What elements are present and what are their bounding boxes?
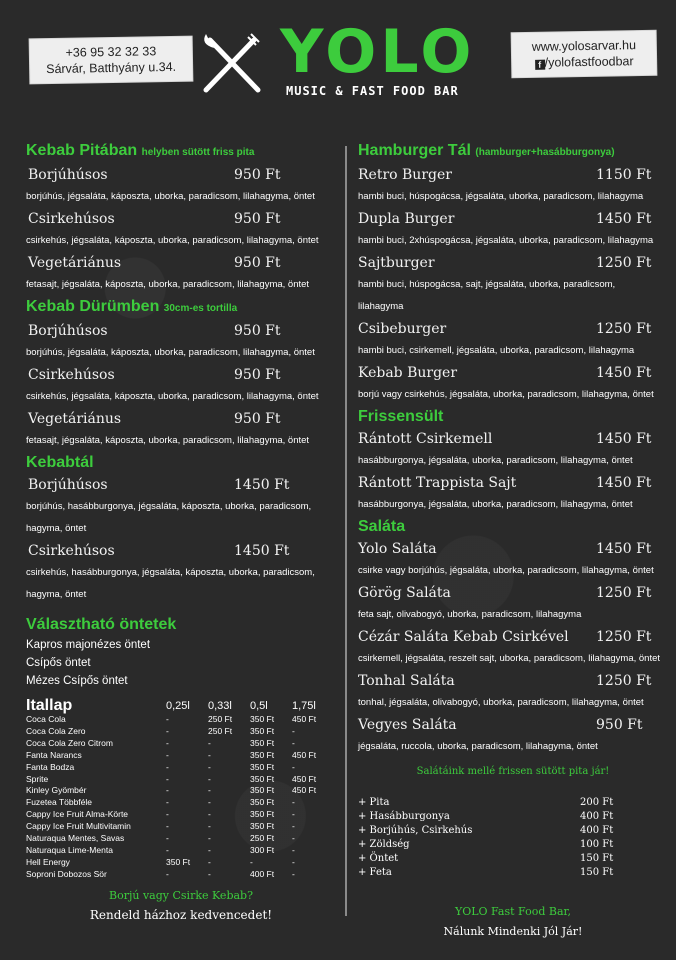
item-desc: csirkehús, hasábburgonya, jégsaláta, káposzta, uborka, paradicsom, <box>26 567 315 578</box>
promo-line-2: Rendeld házhoz kedvencedet! <box>89 907 273 922</box>
drink-price: - <box>166 821 169 832</box>
item-desc: borjú vagy csirkehús, jégsaláta, uborka, paradicsom, lilahagyma, öntet <box>358 389 654 400</box>
item-desc: hambi buci, csirkemell, jégsaláta, uborka, paradicsom, lilahagyma <box>358 345 635 356</box>
drink-price: - <box>166 749 169 760</box>
item-desc: hagyma, öntet <box>26 589 87 600</box>
extra-price: 400 Ft <box>580 811 614 822</box>
section-kebab-durum: Kebab Dürümben 30cm-es tortilla <box>26 298 238 315</box>
item-desc: csirkemell, jégsaláta, reszelt sajt, uborka, paradicsom, lilahagyma, öntet <box>358 653 661 664</box>
extra-name: + Feta <box>358 867 392 878</box>
menu-item: Vegyes Saláta 950 Ft <box>358 717 643 733</box>
menu-item: Vegetáriánus 950 Ft <box>28 411 281 427</box>
drinks-rows <box>26 714 332 881</box>
drink-name: Fuzetea Többféle <box>26 797 92 808</box>
drink-price: 350 Ft <box>250 761 275 772</box>
item-desc: tonhal, jégsaláta, olivabogyó, uborka, paradicsom, lilahagyma, öntet <box>358 697 644 708</box>
drink-name: Cappy Ice Fruit Multivitamin <box>26 821 131 832</box>
extra-price: 150 Ft <box>580 867 614 878</box>
drink-price: - <box>292 821 295 832</box>
drink-row <box>26 750 332 762</box>
extra-row <box>358 824 613 838</box>
menu-item: Csirkehúsos 950 Ft <box>28 211 281 227</box>
drink-name: Coca Cola Zero Citrom <box>26 737 113 748</box>
drink-price: 400 Ft <box>250 868 275 879</box>
menu-item: Rántott Csirkemell 1450 Ft <box>358 431 652 447</box>
promo-line-1: Borjú vagy Csirke Kebab? <box>109 888 253 902</box>
drink-price: - <box>208 856 211 867</box>
pita-note: Salátáink mellé frissen sütött pita jár! <box>416 766 610 777</box>
item-desc: hagyma, öntet <box>26 523 87 534</box>
extra-name: + Zöldség <box>358 839 410 850</box>
drink-price: - <box>166 714 169 724</box>
facebook-icon: f <box>535 60 545 70</box>
drink-row <box>26 785 332 797</box>
section-kebabtal: Kebabtál <box>26 454 94 471</box>
header <box>0 0 676 120</box>
drink-price: - <box>292 737 295 748</box>
size-header: 0,25l <box>166 700 190 712</box>
drink-price: - <box>292 761 295 772</box>
drink-row <box>26 821 332 833</box>
knife-fork-icon <box>196 28 268 100</box>
drink-price: - <box>208 868 211 879</box>
item-desc: hambi buci, húspogácsa, sajt, jégsaláta, uborka, paradicsom, <box>358 279 616 290</box>
extra-name: + Pita <box>358 797 390 808</box>
drink-price: - <box>292 809 295 820</box>
drink-name: Fanta Narancs <box>26 749 82 760</box>
extra-row <box>358 866 613 880</box>
item-desc: hasábburgonya, jégsaláta, uborka, paradicsom, lilahagyma, öntet <box>358 499 633 510</box>
drink-price: - <box>250 856 253 867</box>
footer-line-1: YOLO Fast Food Bar, <box>454 905 572 918</box>
drink-row <box>26 726 332 738</box>
drink-row <box>26 797 332 809</box>
drink-name: Naturaqua Lime-Menta <box>26 844 113 855</box>
drink-name: Hell Energy <box>26 856 70 867</box>
menu-item: Cézár Saláta Kebab Csirkével 1250 Ft <box>358 629 652 645</box>
drink-price: - <box>166 785 169 796</box>
drink-name: Naturaqua Mentes, Savas <box>26 833 125 844</box>
size-header: 1,75l <box>292 700 316 712</box>
menu-item: Borjúhúsos 950 Ft <box>28 323 281 339</box>
menu-item: Vegetáriánus 950 Ft <box>28 255 281 271</box>
item-desc: hasábburgonya, jégsaláta, uborka, paradicsom, lilahagyma, öntet <box>358 455 633 466</box>
size-header: 0,5l <box>250 700 268 712</box>
drink-price: 450 Ft <box>292 749 317 760</box>
item-desc: hambi buci, 2xhúspogácsa, jégsaláta, uborka, paradicsom, lilahagyma <box>358 235 654 246</box>
menu-item: Sajtburger 1250 Ft <box>358 255 652 271</box>
drink-price: - <box>166 844 169 855</box>
drink-name: Cappy Ice Fruit Alma-Körte <box>26 809 129 820</box>
contact-card <box>30 37 193 84</box>
website-link[interactable]: www.yolosarvar.hu <box>531 38 637 54</box>
drinks-table <box>26 698 332 714</box>
web-card <box>512 31 657 78</box>
facebook-link[interactable]: f /yolofastfoodbar <box>522 53 646 71</box>
drink-price: - <box>166 868 169 879</box>
menu-item: Yolo Saláta 1450 Ft <box>358 541 652 557</box>
drink-row <box>26 762 332 774</box>
drink-name: Kinley Gyömbér <box>26 785 87 796</box>
drink-price: 250 Ft <box>208 714 233 724</box>
drink-price: - <box>166 761 169 772</box>
extra-price: 150 Ft <box>580 853 614 864</box>
address: Sárvár, Batthyány u.34. <box>46 59 177 77</box>
extras-table <box>358 796 613 880</box>
extra-row <box>358 810 613 824</box>
item-desc: feta sajt, olivabogyó, uborka, paradicsom, lilahagyma <box>358 609 582 620</box>
drink-price: - <box>208 761 211 772</box>
drink-price: - <box>292 868 295 879</box>
item-desc: csirke vagy borjúhús, jégsaláta, uborka, paradicsom, lilahagyma, öntet <box>358 565 654 576</box>
drink-price: - <box>208 785 211 796</box>
item-desc: jégsaláta, ruccola, uborka, paradicsom, lilahagyma, öntet <box>358 741 598 752</box>
drink-price: - <box>208 737 211 748</box>
item-desc: borjúhús, jégsaláta, káposzta, uborka, paradicsom, lilahagyma, öntet <box>26 191 315 202</box>
drink-price: - <box>166 773 169 784</box>
section-hamburger: Hamburger Tál (hamburger+hasábburgonya) <box>358 142 615 159</box>
drink-row <box>26 869 332 881</box>
drink-price: 450 Ft <box>292 785 317 796</box>
extra-price: 200 Ft <box>580 797 614 808</box>
drink-price: 250 Ft <box>250 833 275 844</box>
sauce-item: Csípős öntet <box>26 657 91 669</box>
drink-price: - <box>166 737 169 748</box>
menu-item: Görög Saláta 1250 Ft <box>358 585 652 601</box>
drink-price: 350 Ft <box>250 737 275 748</box>
drink-price: - <box>208 821 211 832</box>
menu-item: Csirkehúsos 1450 Ft <box>28 543 290 559</box>
sauce-item: Mézes Csípős öntet <box>26 675 128 687</box>
drink-price: - <box>166 809 169 820</box>
phone-number[interactable]: +36 95 32 32 33 <box>65 44 157 60</box>
drink-price: - <box>292 856 295 867</box>
extra-name: + Hasábburgonya <box>358 811 450 822</box>
drink-price: 350 Ft <box>250 749 275 760</box>
menu-item: Retro Burger 1150 Ft <box>358 167 652 183</box>
drink-price: 350 Ft <box>250 821 275 832</box>
menu-item: Borjúhúsos 950 Ft <box>28 167 281 183</box>
drink-name: Soproni Dobozos Sör <box>26 868 107 879</box>
right-column <box>358 140 668 942</box>
drink-price: - <box>166 725 169 736</box>
drink-price: 350 Ft <box>250 797 275 808</box>
menu-item: Csirkehúsos 950 Ft <box>28 367 281 383</box>
drink-price: 450 Ft <box>292 773 317 784</box>
logo-tagline: MUSIC & FAST FOOD BAR <box>286 84 459 98</box>
column-divider <box>345 146 347 916</box>
drink-price: - <box>208 749 211 760</box>
drink-price: 250 Ft <box>208 725 233 736</box>
drink-row <box>26 714 332 726</box>
drink-price: - <box>166 833 169 844</box>
drink-price: - <box>166 797 169 808</box>
extra-price: 400 Ft <box>580 825 614 836</box>
extra-name: + Borjúhús, Csirkehús <box>358 825 473 836</box>
item-desc: csirkehús, jégsaláta, káposzta, uborka, paradicsom, lilahagyma, öntet <box>26 235 319 246</box>
menu-item: Csibeburger 1250 Ft <box>358 321 652 337</box>
drink-row <box>26 857 332 869</box>
extra-name: + Öntet <box>358 853 399 864</box>
drink-name: Coca Cola Zero <box>26 725 86 736</box>
left-column <box>26 140 336 925</box>
size-header: 0,33l <box>208 700 232 712</box>
drink-price: 350 Ft <box>250 773 275 784</box>
drink-price: - <box>292 833 295 844</box>
section-frissensult: Frissensült <box>358 408 444 425</box>
logo: YOLO <box>280 17 476 87</box>
drink-row <box>26 845 332 857</box>
drink-name: Sprite <box>26 773 49 784</box>
item-desc: csirkehús, jégsaláta, káposzta, uborka, paradicsom, lilahagyma, öntet <box>26 391 319 402</box>
drink-price: - <box>208 797 211 808</box>
drink-price: 350 Ft <box>250 725 275 736</box>
drink-price: - <box>292 797 295 808</box>
section-salata: Saláta <box>358 518 406 535</box>
drink-price: 350 Ft <box>250 714 275 724</box>
drink-price: 350 Ft <box>166 856 191 867</box>
drink-name: Fanta Bodza <box>26 761 75 772</box>
drink-price: 300 Ft <box>250 844 275 855</box>
drink-price: - <box>292 844 295 855</box>
extra-row <box>358 852 613 866</box>
item-desc: lilahagyma <box>358 301 404 312</box>
drink-price: 350 Ft <box>250 809 275 820</box>
menu-item: Rántott Trappista Sajt 1450 Ft <box>358 475 652 491</box>
footer-line-2: Nálunk Mindenki Jól Jár! <box>443 925 583 938</box>
drink-price: - <box>208 844 211 855</box>
drink-name: Coca Cola <box>26 714 66 724</box>
item-desc: fetasajt, jégsaláta, káposzta, uborka, paradicsom, lilahagyma, öntet <box>26 435 310 446</box>
drink-row <box>26 774 332 786</box>
drink-price: - <box>208 809 211 820</box>
extra-row <box>358 796 613 810</box>
drink-price: - <box>208 833 211 844</box>
drink-row <box>26 833 332 845</box>
drink-row <box>26 809 332 821</box>
sauce-item: Kapros majonézes öntet <box>26 639 151 651</box>
extra-price: 100 Ft <box>580 839 614 850</box>
drink-row <box>26 738 332 750</box>
menu-item: Dupla Burger 1450 Ft <box>358 211 652 227</box>
drink-price: 350 Ft <box>250 785 275 796</box>
extra-row <box>358 838 613 852</box>
section-kebab-pita: Kebab Pitában helyben sütött friss pita <box>26 142 255 159</box>
menu-item: Tonhal Saláta 1250 Ft <box>358 673 652 689</box>
section-drinks: Itallap <box>26 697 73 714</box>
item-desc: hambi buci, húspogácsa, jégsaláta, uborka, paradicsom, lilahagyma <box>358 191 644 202</box>
section-sauces: Választható öntetek <box>26 616 177 633</box>
item-desc: fetasajt, jégsaláta, káposzta, uborka, paradicsom, lilahagyma, öntet <box>26 279 310 290</box>
drink-price: 450 Ft <box>292 714 317 724</box>
item-desc: borjúhús, jégsaláta, káposzta, uborka, paradicsom, lilahagyma, öntet <box>26 347 315 358</box>
menu-item: Kebab Burger 1450 Ft <box>358 365 652 381</box>
drink-price: - <box>292 725 295 736</box>
drink-price: - <box>208 773 211 784</box>
menu-item: Borjúhúsos 1450 Ft <box>28 477 290 493</box>
item-desc: borjúhús, hasábburgonya, jégsaláta, káposzta, uborka, paradicsom, <box>26 501 312 512</box>
